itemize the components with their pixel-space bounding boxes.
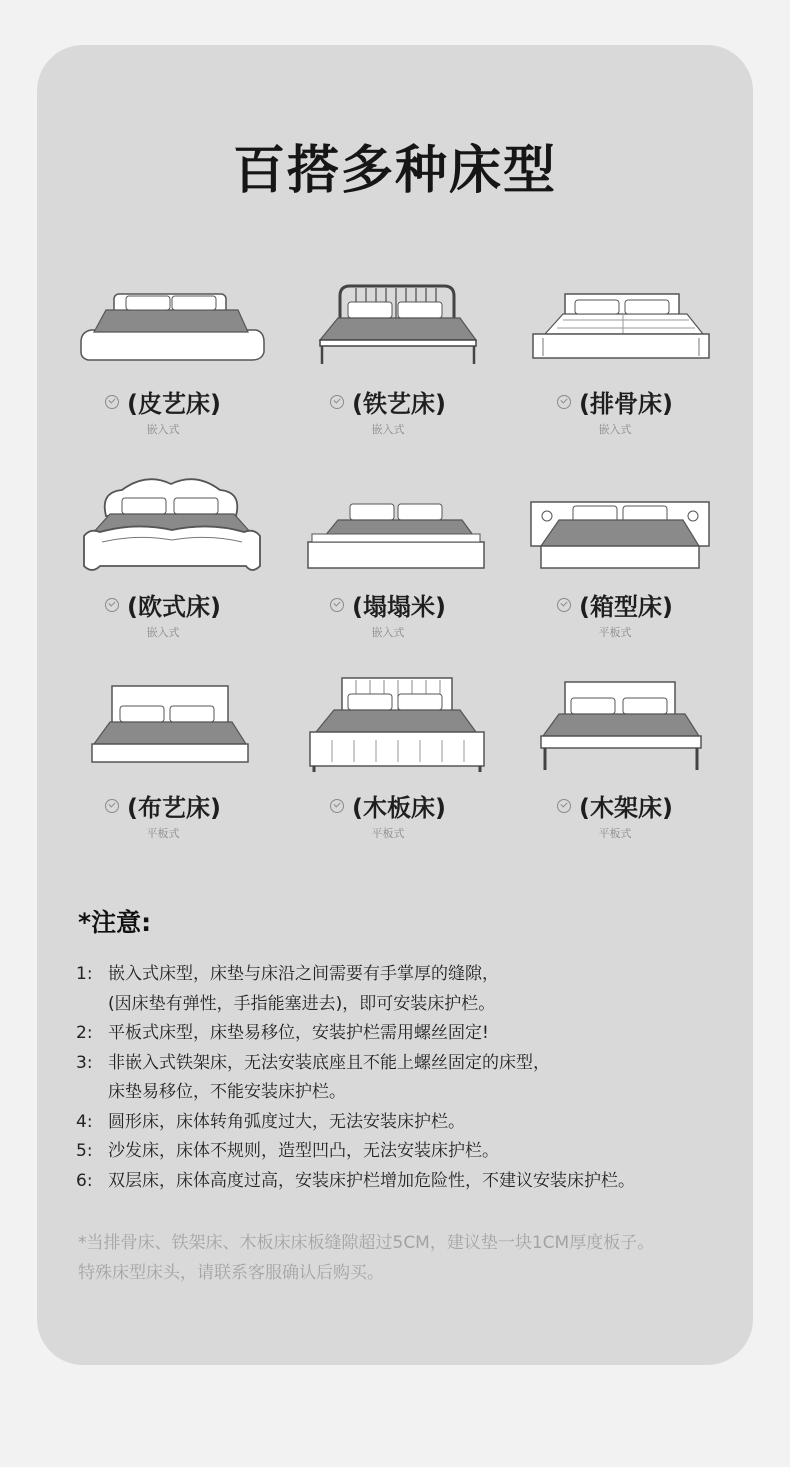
check-icon [557, 395, 571, 409]
note-item: 2: 平板式床型，床垫易移位，安装护栏需用螺丝固定! [76, 1023, 489, 1043]
wood-board-bed-icon [302, 672, 492, 782]
box-bed-icon [527, 470, 717, 580]
bed-label-slat: (排骨床) 嵌入式 [520, 384, 710, 437]
bed-label-leather: (皮艺床) 嵌入式 [68, 384, 258, 437]
check-icon [105, 598, 119, 612]
slat-bed-icon [527, 270, 717, 380]
check-icon [330, 395, 344, 409]
wood-frame-bed-icon [527, 672, 717, 782]
bed-label-tatami: (塌塌米) 嵌入式 [293, 587, 483, 640]
iron-bed-icon [302, 270, 492, 380]
tatami-bed-icon [302, 470, 492, 580]
check-icon [105, 799, 119, 813]
note-item: 1: 嵌入式床型，床垫与床沿之间需要有手掌厚的缝隙， (因床垫有弹性，手指能塞进去)，即可安装床护栏。 [76, 964, 499, 1014]
check-icon [105, 395, 119, 409]
fabric-bed-icon [76, 672, 266, 782]
bed-label-wood-board: (木板床) 平板式 [293, 788, 483, 841]
note-item: 5: 沙发床，床体不规则，造型凹凸，无法安装床护栏。 [76, 1141, 499, 1161]
bed-label-box: (箱型床) 平板式 [520, 587, 710, 640]
notes-title: *注意: [78, 908, 152, 937]
footer-note: *当排骨床、铁架床、木板床床板缝隙超过5CM，建议垫一块1CM厚度板子。 特殊床型床头，请联系客服确认后购买。 [78, 1233, 655, 1283]
bed-label-fabric: (布艺床) 平板式 [68, 788, 258, 841]
european-bed-icon [76, 470, 266, 580]
bed-label-iron: (铁艺床) 嵌入式 [293, 384, 483, 437]
leather-bed-icon [76, 270, 266, 380]
check-icon [330, 799, 344, 813]
note-item: 3: 非嵌入式铁架床，无法安装底座且不能上螺丝固定的床型， 床垫易移位，不能安装床护栏。 [76, 1052, 550, 1102]
check-icon [330, 598, 344, 612]
note-item: 4: 圆形床，床体转角弧度过大，无法安装床护栏。 [76, 1111, 465, 1132]
bed-label-european: (欧式床) 嵌入式 [68, 587, 258, 640]
notes-list [76, 960, 736, 1196]
page-title: 百搭多种床型 [232, 141, 557, 201]
check-icon [557, 799, 571, 813]
bed-label-wood-frame: (木架床) 平板式 [520, 788, 710, 841]
check-icon [557, 598, 571, 612]
note-item: 6: 双层床，床体高度过高，安装床护栏增加危险性，不建议安装床护栏。 [76, 1170, 635, 1191]
